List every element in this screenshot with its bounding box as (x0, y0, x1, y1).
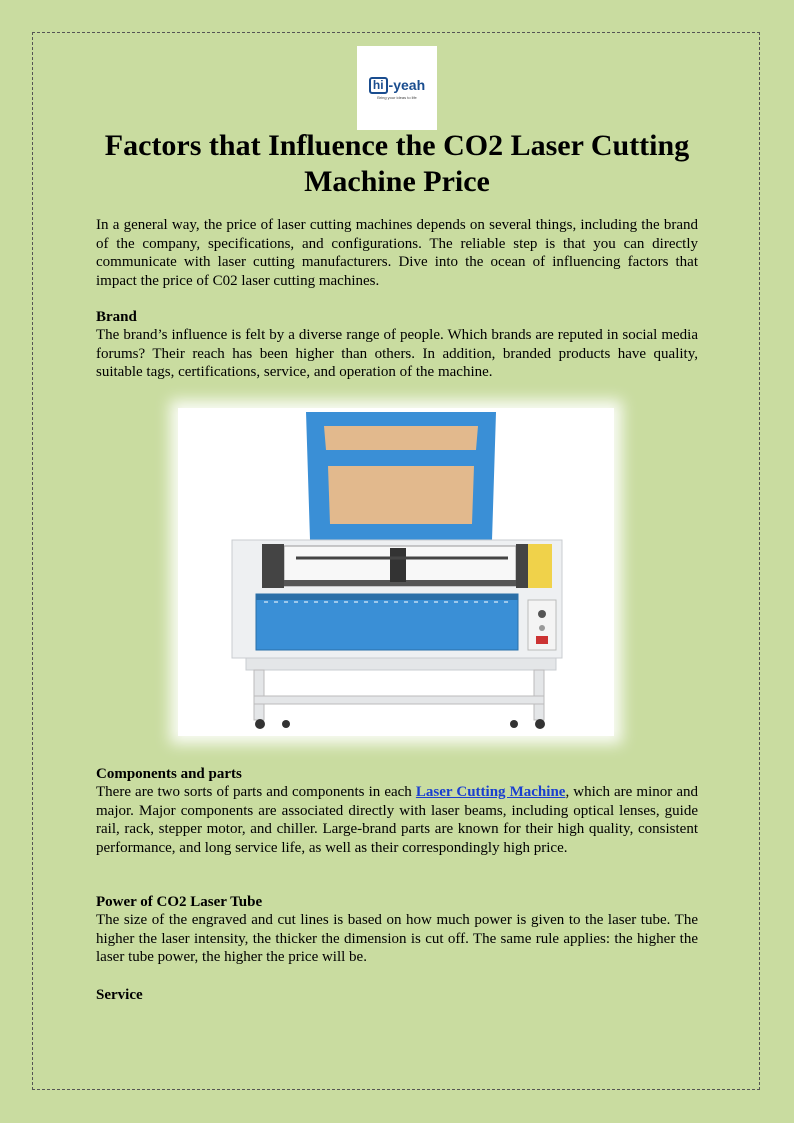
brand-heading: Brand (96, 309, 137, 325)
company-logo (357, 46, 437, 130)
page-title: Factors that Influence the CO2 Laser Cutting Machine Price (104, 129, 690, 198)
components-text-start: There are two sorts of parts and components in each (96, 784, 416, 800)
logo-hi-mark: hi (369, 77, 388, 94)
laser-cutting-machine-link[interactable]: Laser Cutting Machine (415, 784, 566, 800)
components-heading: Components and parts (96, 766, 242, 782)
components-paragraph (96, 783, 698, 857)
logo-wordmark: -yeah (388, 77, 426, 93)
intro-paragraph: In a general way, the price of laser cutting machines depends on several things, including the brand of the company, specifications, and configurations. The reliable step is that you can directly communicate with laser cutting manufacturers. Dive into the ocean of influencing factors that impact the price of C02 laser cutting machines. (96, 217, 698, 289)
service-heading: Service (96, 987, 143, 1003)
laser-cutting-machine-image (178, 408, 614, 736)
brand-paragraph: The brand’s influence is felt by a diverse range of people. Which brands are reputed in social media forums? Their reach has been higher than others. In addition, branded products have quality, suitable tags, certifications, service, and operation of the machine. (96, 327, 698, 380)
power-heading: Power of CO2 Laser Tube (96, 894, 263, 910)
logo-tagline: Bring your ideas to life (377, 94, 417, 100)
power-paragraph: The size of the engraved and cut lines is based on how much power is given to the laser tube. The higher the laser intensity, the thicker the dimension is cut off. The same rule applies: the higher the laser tube power, the higher the price will be. (96, 912, 698, 965)
components-text-end: , which are minor and major. Major components are associated directly with laser beams, including optical lenses, guide rail, rack, stepper motor, and chiller. Large-brand parts are known for their high quality, consistent performance, and long service life, as well as their correspondingly high price. (96, 784, 698, 856)
